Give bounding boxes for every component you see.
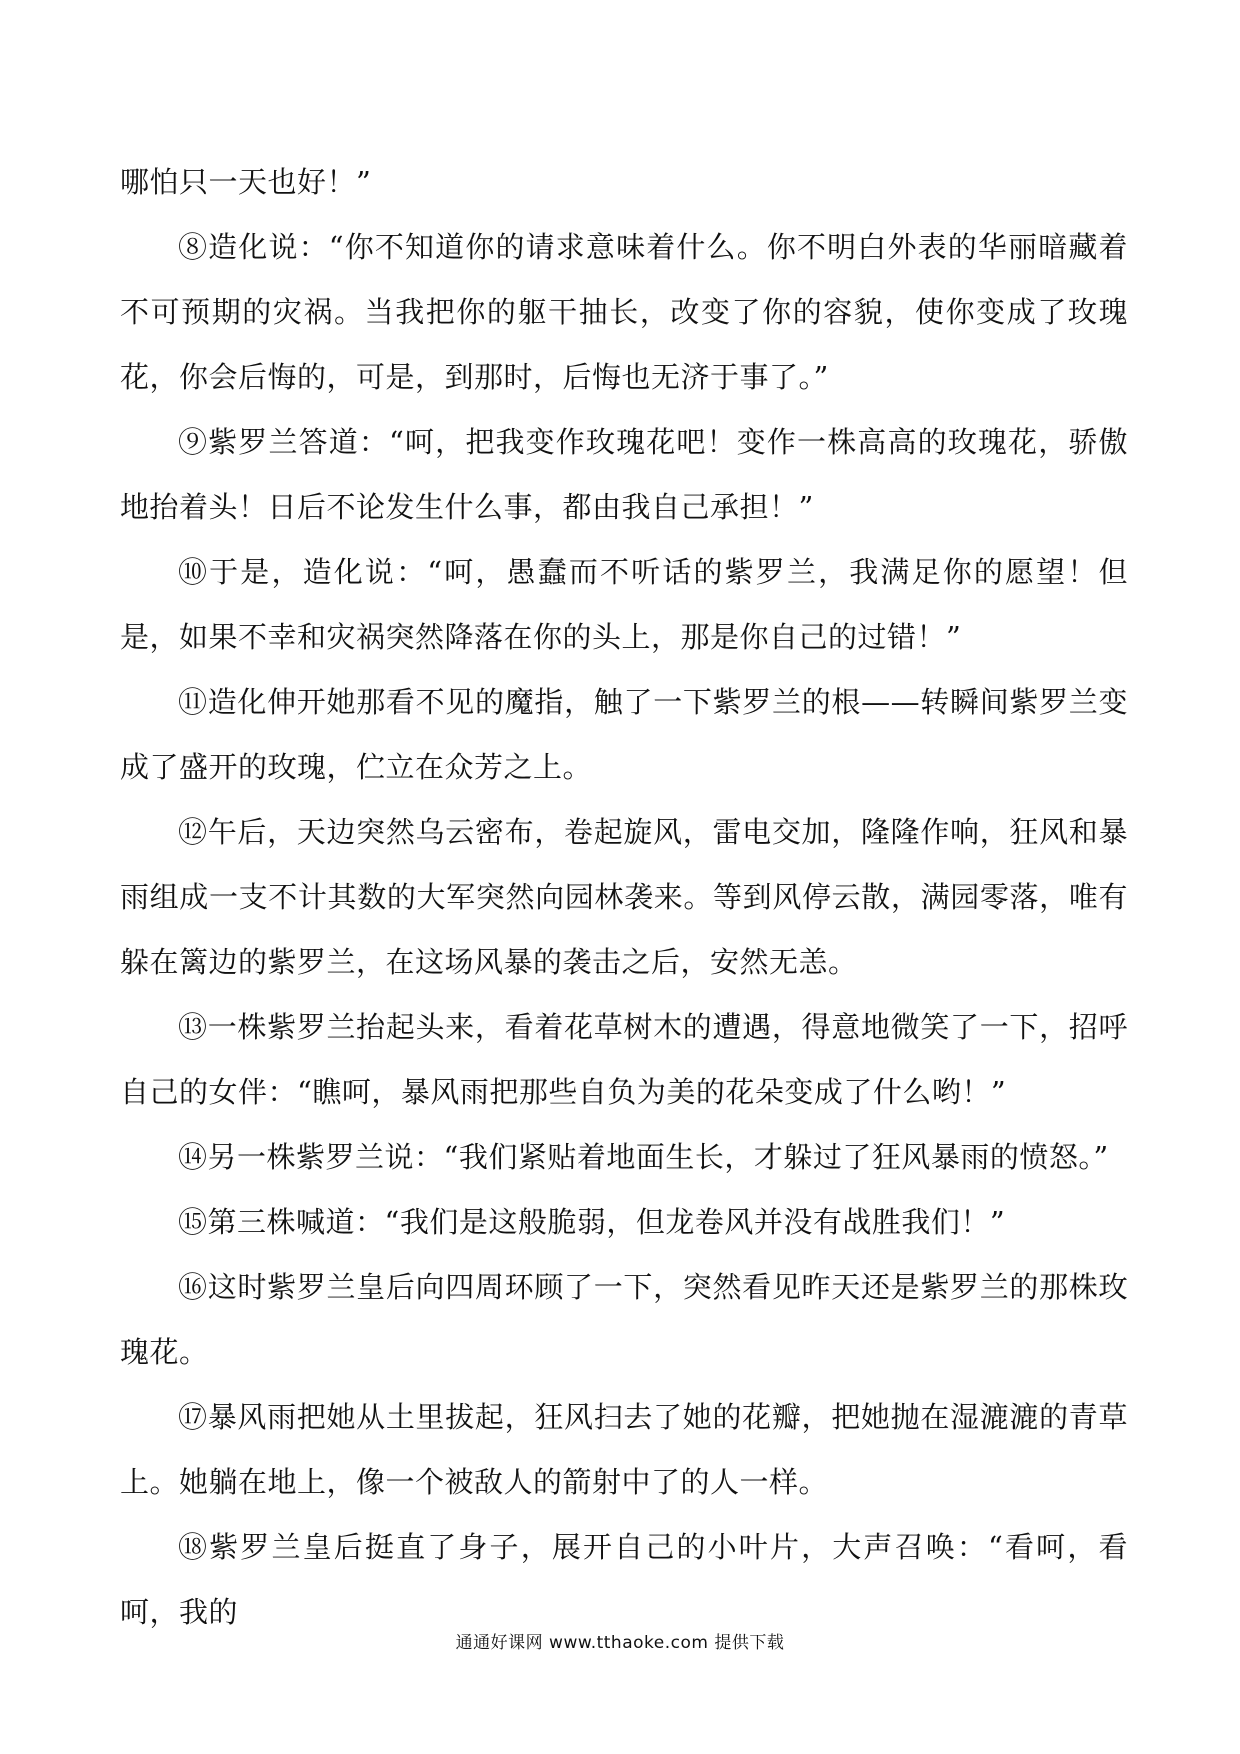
paragraph-14: ⑭另一株紫罗兰说：“我们紧贴着地面生长，才躲过了狂风暴雨的愤怒。” xyxy=(178,1140,1109,1174)
article-body xyxy=(120,150,1128,1645)
paragraph-18: ⑱紫罗兰皇后挺直了身子，展开自己的小叶片，大声召唤：“看呵，看呵，我的 xyxy=(120,1530,1128,1629)
paragraph-12: ⑫午后，天边突然乌云密布，卷起旋风，雷电交加，隆隆作响，狂风和暴雨组成一支不计其数的大军突然向园林袭来。等到风停云散，满园零落，唯有躲在篱边的紫罗兰，在这场风暴的袭击之后，安然无恙。 xyxy=(120,815,1128,979)
paragraph-16: ⑯这时紫罗兰皇后向四周环顾了一下，突然看见昨天还是紫罗兰的那株玫瑰花。 xyxy=(120,1270,1128,1369)
paragraph-9: ⑨紫罗兰答道：“呵，把我变作玫瑰花吧！变作一株高高的玫瑰花，骄傲地抬着头！日后不论发生什么事，都由我自己承担！” xyxy=(120,425,1128,524)
paragraph-11: ⑪造化伸开她那看不见的魔指，触了一下紫罗兰的根——转瞬间紫罗兰变成了盛开的玫瑰，伫立在众芳之上。 xyxy=(120,685,1128,784)
paragraph-13: ⑬一株紫罗兰抬起头来，看着花草树木的遭遇，得意地微笑了一下，招呼自己的女伴：“瞧呵，暴风雨把那些自负为美的花朵变成了什么哟！” xyxy=(120,1010,1128,1109)
page-footer: 通通好课网 www.tthaoke.com 提供下载 xyxy=(455,1633,785,1653)
paragraph-continuation: 哪怕只一天也好！” xyxy=(120,165,372,199)
paragraph-10: ⑩于是，造化说：“呵，愚蠢而不听话的紫罗兰，我满足你的愿望！但是，如果不幸和灾祸突然降落在你的头上，那是你自己的过错！” xyxy=(120,555,1128,654)
paragraph-17: ⑰暴风雨把她从土里拔起，狂风扫去了她的花瓣，把她抛在湿漉漉的青草上。她躺在地上，像一个被敌人的箭射中了的人一样。 xyxy=(120,1400,1128,1499)
paragraph-15: ⑮第三株喊道：“我们是这般脆弱，但龙卷风并没有战胜我们！” xyxy=(178,1205,1006,1239)
paragraph-8: ⑧造化说：“你不知道你的请求意味着什么。你不明白外表的华丽暗藏着不可预期的灾祸。当我把你的躯干抽长，改变了你的容貌，使你变成了玫瑰花，你会后悔的，可是，到那时，后悔也无济于事了。” xyxy=(120,230,1128,394)
